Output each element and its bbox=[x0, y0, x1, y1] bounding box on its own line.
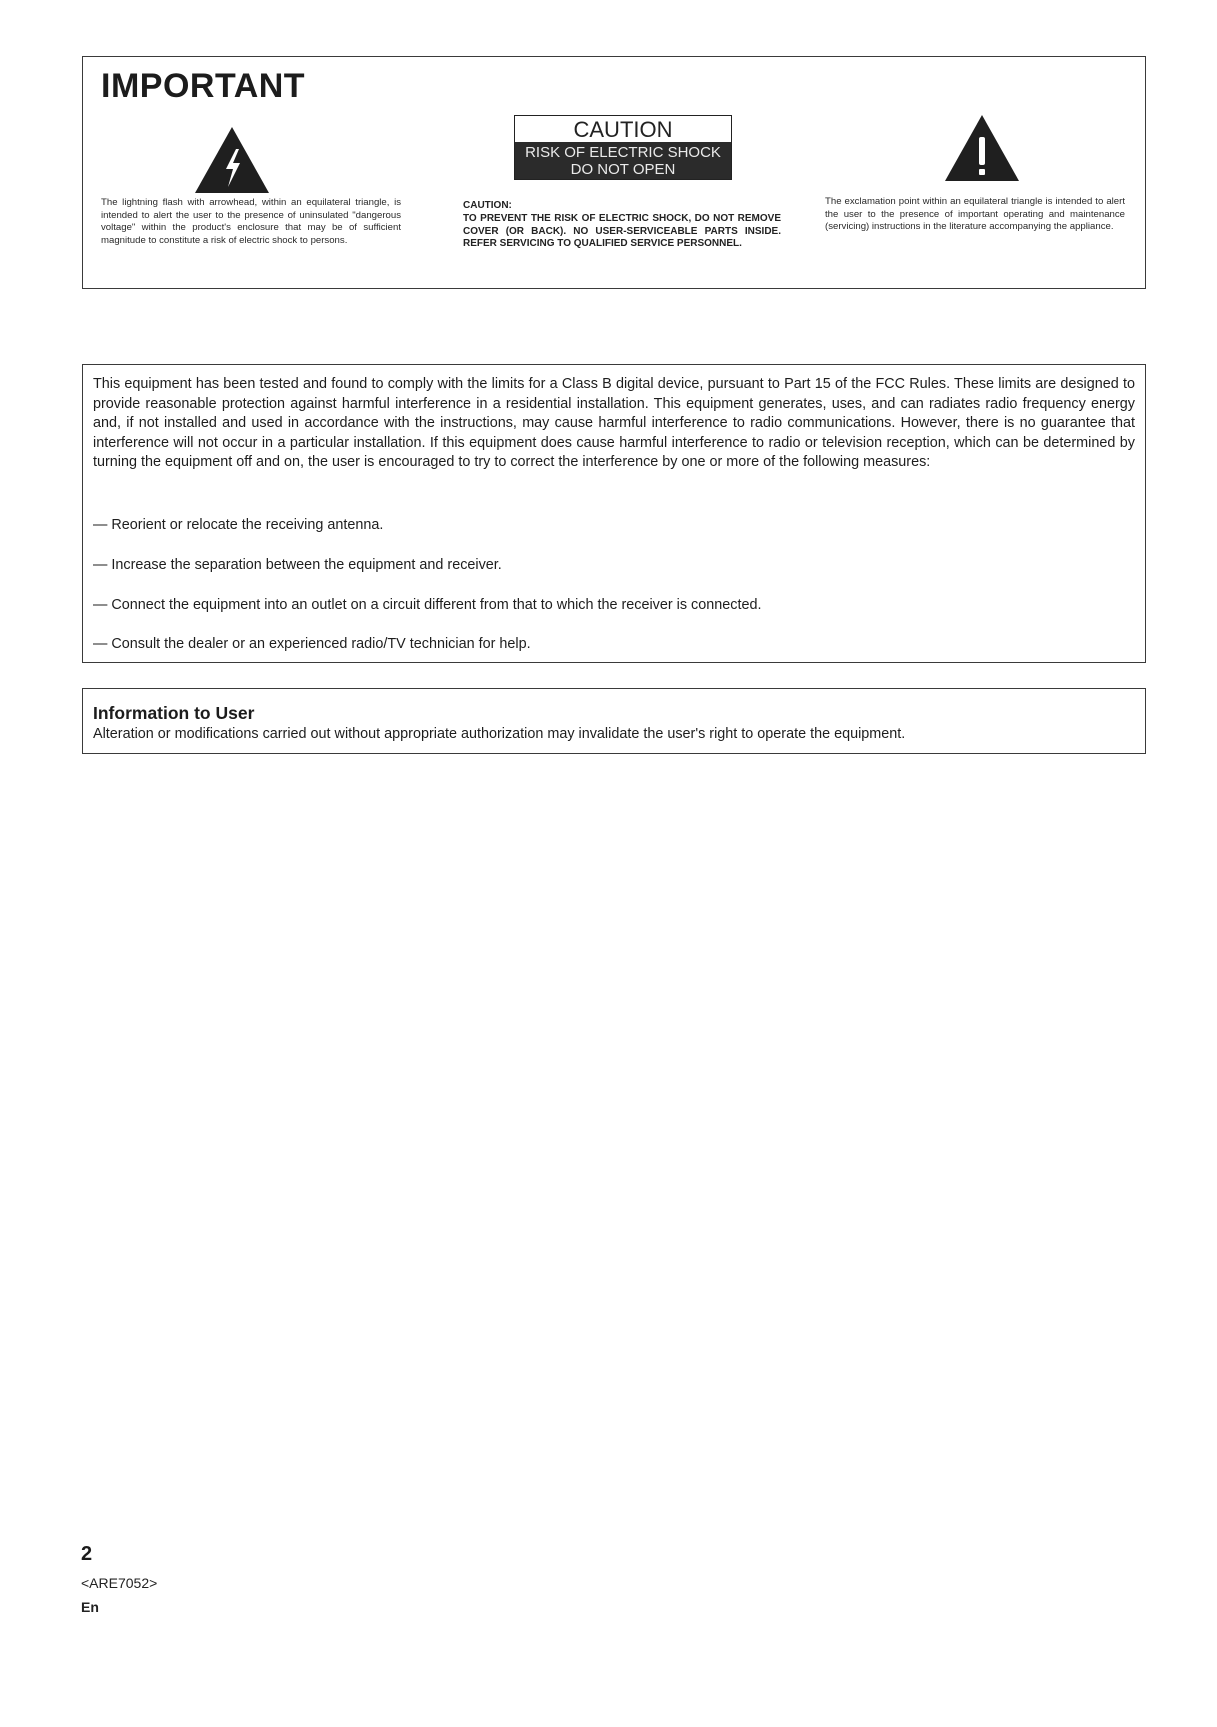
caution-label-line-1: RISK OF ELECTRIC SHOCK bbox=[525, 144, 721, 161]
caution-statement-body: TO PREVENT THE RISK OF ELECTRIC SHOCK, DO NOT REMOVE COVER (OR BACK). NO USER-SERVICEABLE PARTS INSIDE. REFER SERVICING TO QUALIFIED SERVICE PERSONNEL. bbox=[463, 212, 781, 250]
caution-label bbox=[514, 115, 732, 180]
caution-statement bbox=[463, 200, 781, 251]
exclamation-symbol-description: The exclamation point within an equilateral triangle is intended to alert the user to the presence of important operating and maintenance (servicing) instructions in the literature accompanying the appliance. bbox=[825, 196, 1125, 233]
caution-label-line-2: DO NOT OPEN bbox=[570, 161, 676, 178]
language-code: En bbox=[81, 1599, 99, 1615]
information-to-user-body: Alteration or modifications carried out without appropriate authorization may invalidate the user's right to operate the equipment. bbox=[93, 726, 906, 742]
fcc-measure-item: — Increase the separation between the equipment and receiver. bbox=[93, 557, 502, 573]
model-code: <ARE7052> bbox=[81, 1575, 158, 1591]
page-number: 2 bbox=[81, 1543, 93, 1565]
lightning-warning-triangle-icon bbox=[193, 125, 271, 195]
fcc-measure-item: — Connect the equipment into an outlet on a circuit different from that to which the receiver is connected. bbox=[93, 597, 762, 613]
fcc-compliance-box bbox=[82, 364, 1146, 663]
important-notice-box bbox=[82, 56, 1146, 289]
caution-label-warning bbox=[515, 142, 731, 179]
important-title: IMPORTANT bbox=[101, 67, 306, 105]
information-to-user-title: Information to User bbox=[93, 703, 255, 723]
lightning-symbol-description: The lightning flash with arrowhead, within an equilateral triangle, is intended to alert the user to the presence of uninsulated "dangerous voltage" within the product's enclosure that may be of sufficient magnitude to constitute a risk of electric shock to persons. bbox=[101, 197, 401, 246]
fcc-statement: This equipment has been tested and found to comply with the limits for a Class B digital device, pursuant to Part 15 of the FCC Rules. These limits are designed to provide reasonable protection against harmful interference in a residential installation. This equipment generates, uses, and can radiates radio frequency energy and, if not installed and used in accordance with the instructions, may cause harmful interference to radio communications. However, there is no guarantee that interference will not occur in a particular installation. If this equipment does cause harmful interference to radio or television reception, which can be determined by turning the equipment off and on, the user is encouraged to try to correct the interference by one or more of the following measures: bbox=[93, 376, 1135, 471]
information-to-user-box bbox=[82, 688, 1146, 754]
caution-label-word: CAUTION bbox=[573, 117, 673, 142]
fcc-measure-item: — Consult the dealer or an experienced radio/TV technician for help. bbox=[93, 636, 531, 652]
fcc-measure-item: — Reorient or relocate the receiving antenna. bbox=[93, 517, 384, 533]
caution-statement-heading: CAUTION: bbox=[463, 200, 512, 211]
exclamation-warning-triangle-icon bbox=[943, 113, 1021, 183]
